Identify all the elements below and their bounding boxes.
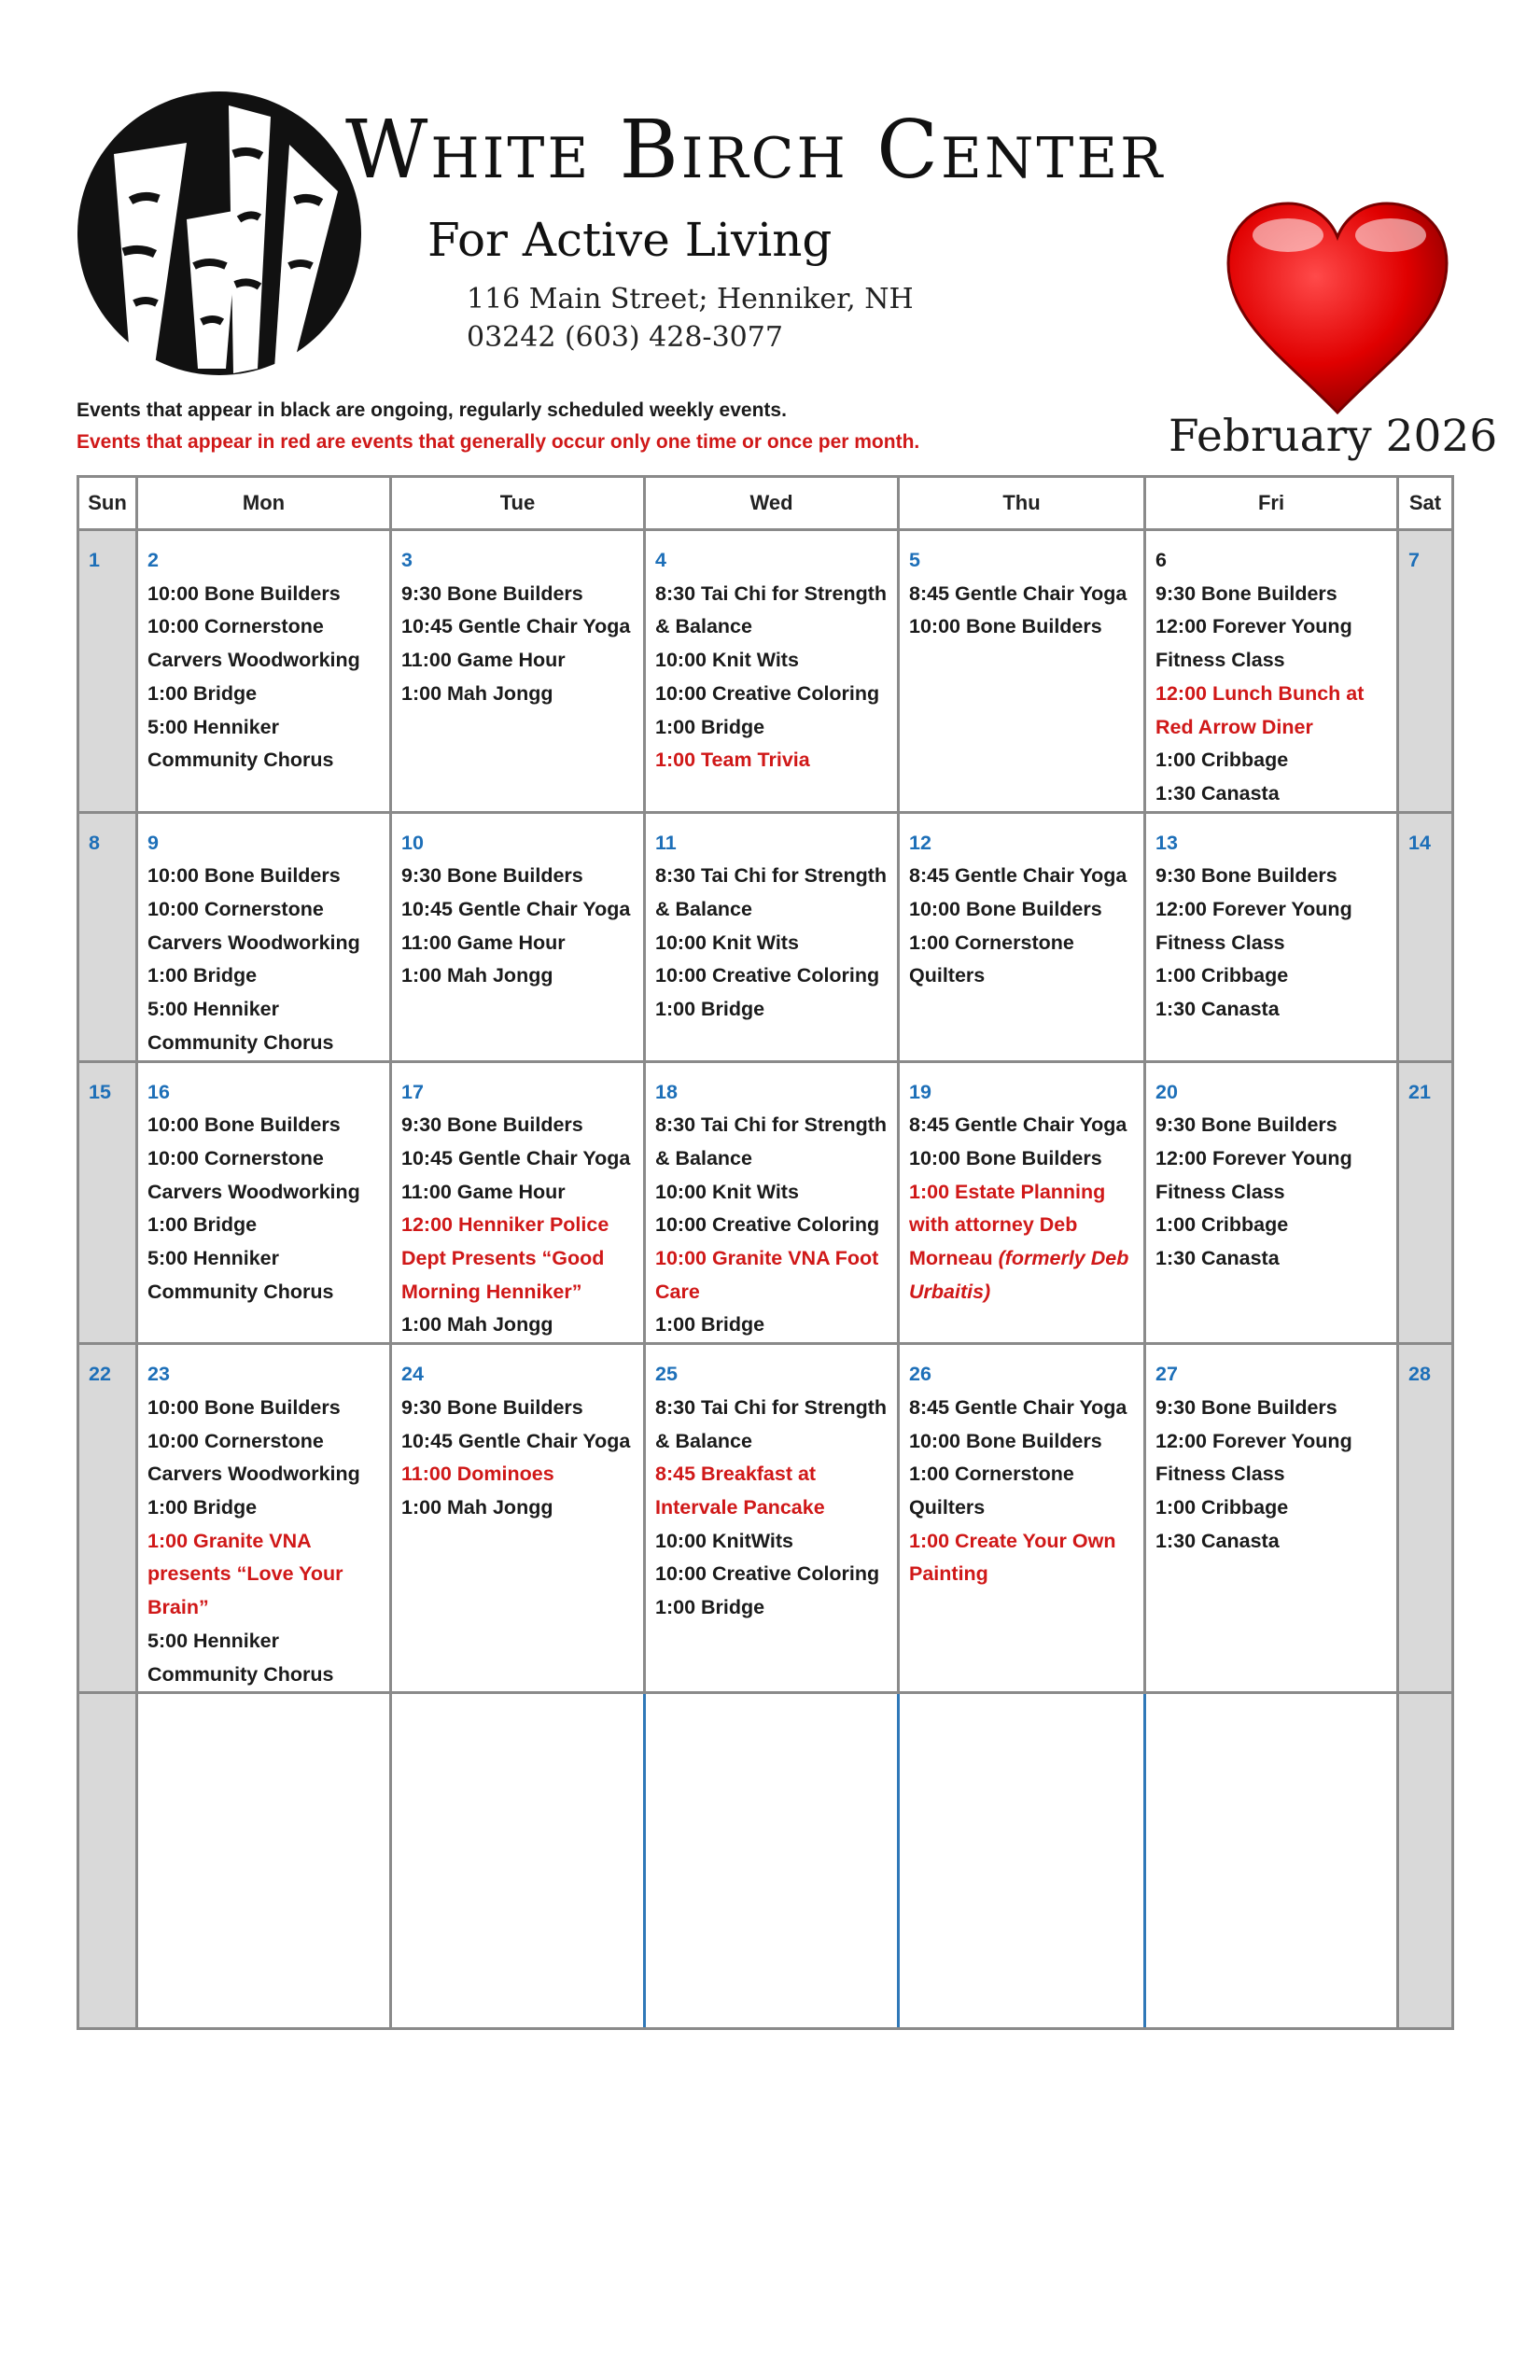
weekly-event (909, 893, 1136, 927)
weekly-event (147, 1242, 382, 1309)
event-text: 10:00 Granite VNA Foot Care (655, 1247, 879, 1303)
day-number: 5 (909, 549, 920, 571)
weekly-event (147, 610, 382, 677)
weekly-event (1155, 578, 1389, 611)
event-text: 10:00 Creative Coloring (655, 1562, 880, 1586)
empty-day-cell (78, 1693, 137, 2029)
weekly-event (147, 1625, 382, 1691)
day-cell[interactable] (137, 1344, 391, 1693)
empty-day-cell (645, 1693, 899, 2029)
event-text: 11:00 Game Hour (401, 1180, 566, 1203)
day-cell[interactable] (1398, 1344, 1453, 1693)
weekly-event (655, 993, 889, 1027)
event-text: 5:00 Henniker Community Chorus (147, 1629, 334, 1686)
event-text: 1:30 Canasta (1155, 1529, 1280, 1552)
event-text: 1:00 Mah Jongg (401, 1313, 553, 1337)
weekly-event (147, 578, 382, 611)
legend-black-note: Events that appear in black are ongoing, regularly scheduled weekly events. (77, 399, 787, 421)
weekday-header-row (78, 477, 1453, 530)
week-row (78, 1344, 1453, 1693)
day-cell[interactable] (391, 530, 645, 813)
special-event (655, 744, 889, 777)
day-number: 14 (1408, 831, 1431, 854)
day-cell[interactable] (137, 530, 391, 813)
weekday-thu: Thu (899, 477, 1145, 530)
week-row (78, 812, 1453, 1061)
weekly-event (401, 1309, 636, 1342)
weekly-event (401, 1491, 636, 1525)
day-number: 25 (655, 1363, 678, 1386)
event-text: 9:30 Bone Builders (1155, 1113, 1337, 1137)
event-text: 10:00 Creative Coloring (655, 1213, 880, 1237)
white-birch-logo (75, 89, 364, 378)
event-text: 8:30 Tai Chi for Strength & Balance (655, 581, 888, 638)
day-number: 26 (909, 1363, 931, 1386)
weekly-event (147, 1142, 382, 1209)
weekly-event (1155, 777, 1389, 811)
day-number: 11 (655, 831, 677, 854)
event-text: 10:00 Cornerstone Carvers Woodworking (147, 898, 360, 954)
day-number: 20 (1155, 1080, 1178, 1103)
day-cell[interactable] (391, 1061, 645, 1344)
day-number: 22 (89, 1363, 111, 1386)
weekly-event (147, 711, 382, 777)
special-event (909, 1525, 1136, 1591)
event-text: 1:00 Bridge (147, 681, 258, 705)
weekly-event (909, 927, 1136, 993)
event-text: 1:00 Bridge (147, 964, 258, 987)
event-text: 1:00 Cribbage (1155, 1495, 1289, 1519)
weekly-event (401, 678, 636, 711)
event-text: 10:00 Bone Builders (909, 898, 1102, 921)
weekly-event (1155, 959, 1389, 993)
weekly-event (1155, 1425, 1389, 1491)
day-cell[interactable] (78, 812, 137, 1061)
event-text: 1:00 Cribbage (1155, 1213, 1289, 1237)
event-text: 1:30 Canasta (1155, 998, 1280, 1021)
event-text: 12:00 Lunch Bunch at Red Arrow Diner (1155, 681, 1365, 738)
event-text: 9:30 Bone Builders (401, 1395, 583, 1419)
event-text: 8:45 Breakfast at Intervale Pancake (655, 1463, 825, 1519)
day-cell[interactable] (1145, 1344, 1398, 1693)
event-text: 1:00 Create Your Own Painting (909, 1529, 1116, 1586)
event-text: 8:45 Gentle Chair Yoga (909, 1113, 1127, 1137)
event-text: 1:00 Team Trivia (655, 749, 810, 772)
day-cell[interactable] (899, 812, 1145, 1061)
day-cell[interactable] (137, 812, 391, 1061)
weekly-event (401, 644, 636, 678)
event-text: 8:30 Tai Chi for Strength & Balance (655, 864, 888, 921)
event-text: 12:00 Henniker Police Dept Presents “Good Morning Henniker” (401, 1213, 609, 1303)
weekly-event (1155, 744, 1389, 777)
weekly-event (147, 860, 382, 893)
event-text: 10:45 Gentle Chair Yoga (401, 898, 631, 921)
weekly-event (1155, 1525, 1389, 1559)
empty-day-cell (137, 1693, 391, 2029)
weekly-event (655, 644, 889, 678)
center-address (467, 280, 914, 357)
event-text: 10:00 Creative Coloring (655, 964, 880, 987)
event-text: 10:00 Knit Wits (655, 931, 799, 954)
event-text: 10:00 Bone Builders (147, 864, 341, 888)
day-number: 24 (401, 1363, 424, 1386)
day-number: 23 (147, 1363, 170, 1386)
day-number: 1 (89, 549, 100, 571)
event-text: 5:00 Henniker Community Chorus (147, 1247, 334, 1303)
day-number: 13 (1155, 831, 1178, 854)
day-number: 17 (401, 1080, 424, 1103)
day-number: 16 (147, 1080, 170, 1103)
day-number: 2 (147, 549, 159, 571)
event-text: 1:00 Bridge (147, 1213, 258, 1237)
special-event (655, 1242, 889, 1309)
day-cell[interactable] (391, 812, 645, 1061)
week-row-empty (78, 1693, 1453, 2029)
event-text: 8:30 Tai Chi for Strength & Balance (655, 1395, 888, 1452)
day-cell[interactable] (645, 1344, 899, 1693)
address-line-1: 116 Main Street; Henniker, NH (467, 283, 914, 315)
weekly-event (147, 993, 382, 1059)
weekly-event (909, 1392, 1136, 1425)
event-text: 11:00 Game Hour (401, 649, 566, 672)
event-text: 1:00 Bridge (147, 1495, 258, 1519)
weekly-event (1155, 1392, 1389, 1425)
weekly-event (909, 1458, 1136, 1524)
weekly-event (1155, 1142, 1389, 1209)
weekly-event (1155, 860, 1389, 893)
event-text: 1:00 Bridge (655, 1596, 765, 1619)
event-text: 10:00 Bone Builders (909, 615, 1102, 638)
day-cell[interactable] (899, 530, 1145, 813)
day-number: 18 (655, 1080, 678, 1103)
special-event (147, 1525, 382, 1625)
day-cell[interactable] (1145, 812, 1398, 1061)
event-text: 1:00 Cribbage (1155, 964, 1289, 987)
event-text: 8:45 Gentle Chair Yoga (909, 864, 1127, 888)
weekly-event (147, 1425, 382, 1491)
weekday-wed: Wed (645, 477, 899, 530)
event-text: 1:30 Canasta (1155, 781, 1280, 805)
event-text: 1:00 Cribbage (1155, 749, 1289, 772)
event-text: 11:00 Game Hour (401, 931, 566, 954)
day-cell[interactable] (899, 1344, 1145, 1693)
special-event (655, 1458, 889, 1524)
special-event (401, 1209, 636, 1309)
weekly-event (1155, 993, 1389, 1027)
day-cell[interactable] (899, 1061, 1145, 1344)
week-row (78, 1061, 1453, 1344)
weekly-event (655, 927, 889, 960)
weekday-sun: Sun (78, 477, 137, 530)
day-number: 9 (147, 831, 159, 854)
day-number: 15 (89, 1080, 111, 1103)
event-text: 9:30 Bone Builders (1155, 864, 1337, 888)
event-text: 1:30 Canasta (1155, 1247, 1280, 1270)
day-number: 21 (1408, 1080, 1431, 1103)
weekly-event (401, 1425, 636, 1459)
legend-red-note: Events that appear in red are events that generally occur only one time or once per month. (77, 431, 920, 453)
event-text: 10:00 Bone Builders (147, 1113, 341, 1137)
event-text: 1:00 Mah Jongg (401, 964, 553, 987)
day-number: 28 (1408, 1363, 1431, 1386)
address-line-2: 03242 (603) 428-3077 (467, 321, 783, 354)
weekly-event (655, 1392, 889, 1458)
event-text: 1:00 Mah Jongg (401, 681, 553, 705)
weekly-event (909, 1109, 1136, 1142)
weekly-event (909, 860, 1136, 893)
weekday-sat: Sat (1398, 477, 1453, 530)
event-text: 9:30 Bone Builders (401, 864, 583, 888)
event-text: 12:00 Forever Young Fitness Class (1155, 615, 1352, 672)
day-cell[interactable] (645, 1061, 899, 1344)
day-cell[interactable] (1398, 530, 1453, 813)
day-number: 4 (655, 549, 666, 571)
weekly-event (147, 1491, 382, 1525)
day-cell[interactable] (1398, 1061, 1453, 1344)
calendar-grid (77, 475, 1454, 2030)
weekly-event (1155, 1242, 1389, 1276)
event-text: 10:00 Cornerstone Carvers Woodworking (147, 1429, 360, 1486)
event-text: 10:00 Knit Wits (655, 649, 799, 672)
day-cell[interactable] (78, 1061, 137, 1344)
event-text: 1:00 Mah Jongg (401, 1495, 553, 1519)
weekly-event (1155, 1491, 1389, 1525)
event-text: 1:00 Cornerstone Quilters (909, 931, 1074, 987)
event-text: 9:30 Bone Builders (401, 1113, 583, 1137)
event-text: 5:00 Henniker Community Chorus (147, 715, 334, 772)
day-number: 7 (1408, 549, 1420, 571)
week-row (78, 530, 1453, 813)
event-text: 10:45 Gentle Chair Yoga (401, 1146, 631, 1169)
weekly-event (1155, 893, 1389, 959)
special-event (909, 1176, 1136, 1309)
weekly-event (655, 1176, 889, 1210)
day-number: 6 (1155, 549, 1167, 571)
weekly-event (655, 1525, 889, 1559)
event-text: 1:00 Bridge (655, 715, 765, 738)
weekly-event (401, 578, 636, 611)
weekly-event (655, 860, 889, 926)
weekly-event (909, 1142, 1136, 1176)
weekday-fri: Fri (1145, 477, 1398, 530)
day-cell[interactable] (645, 530, 899, 813)
weekly-event (655, 1591, 889, 1625)
weekly-event (655, 711, 889, 745)
weekly-event (655, 578, 889, 644)
event-text: 1:00 Cornerstone Quilters (909, 1463, 1074, 1519)
event-text: 10:45 Gentle Chair Yoga (401, 1429, 631, 1452)
event-text: 9:30 Bone Builders (1155, 581, 1337, 605)
special-event (1155, 678, 1389, 744)
weekly-event (909, 578, 1136, 611)
day-cell[interactable] (137, 1061, 391, 1344)
weekly-event (401, 927, 636, 960)
center-subtitle: For Active Living (427, 213, 833, 267)
event-text: 12:00 Forever Young Fitness Class (1155, 898, 1352, 954)
weekly-event (147, 959, 382, 993)
day-number: 12 (909, 831, 931, 854)
empty-day-cell (1398, 1693, 1453, 2029)
day-cell[interactable] (1398, 812, 1453, 1061)
event-text: 11:00 Dominoes (401, 1463, 554, 1486)
day-cell[interactable] (645, 812, 899, 1061)
event-text: 12:00 Forever Young Fitness Class (1155, 1146, 1352, 1203)
weekly-event (401, 1392, 636, 1425)
event-text: 1:00 Bridge (655, 998, 765, 1021)
event-text: 10:00 Bone Builders (909, 1429, 1102, 1452)
event-text: 8:45 Gentle Chair Yoga (909, 1395, 1127, 1419)
weekly-event (147, 1209, 382, 1242)
event-text: 9:30 Bone Builders (401, 581, 583, 605)
event-text: 10:00 Creative Coloring (655, 681, 880, 705)
day-number: 10 (401, 831, 424, 854)
day-number: 3 (401, 549, 413, 571)
weekly-event (909, 610, 1136, 644)
weekly-event (909, 1425, 1136, 1459)
empty-day-cell (391, 1693, 645, 2029)
weekly-event (655, 959, 889, 993)
day-cell[interactable] (1145, 530, 1398, 813)
event-note: (formerly Deb Urbaitis) (909, 1247, 1129, 1303)
event-text: 1:00 Estate Planning with attorney Deb Morneau (909, 1180, 1106, 1270)
weekly-event (401, 1109, 636, 1142)
event-text: 12:00 Forever Young Fitness Class (1155, 1429, 1352, 1486)
empty-day-cell (899, 1693, 1145, 2029)
event-text: 5:00 Henniker Community Chorus (147, 998, 334, 1054)
weekly-event (401, 1176, 636, 1210)
weekday-mon: Mon (137, 477, 391, 530)
event-text: 1:00 Bridge (655, 1313, 765, 1337)
special-event (401, 1458, 636, 1491)
event-text: 10:00 Bone Builders (909, 1146, 1102, 1169)
weekly-event (401, 1142, 636, 1176)
weekly-event (401, 959, 636, 993)
weekly-event (147, 1109, 382, 1142)
day-number: 19 (909, 1080, 931, 1103)
event-text: 8:30 Tai Chi for Strength & Balance (655, 1113, 888, 1169)
weekly-event (655, 1109, 889, 1175)
weekly-event (147, 1392, 382, 1425)
event-text: 10:00 Knit Wits (655, 1180, 799, 1203)
day-cell[interactable] (1145, 1061, 1398, 1344)
event-text: 10:45 Gentle Chair Yoga (401, 615, 631, 638)
weekly-event (655, 1209, 889, 1242)
weekday-tue: Tue (391, 477, 645, 530)
event-text: 10:00 Bone Builders (147, 581, 341, 605)
event-text: 10:00 KnitWits (655, 1529, 793, 1552)
day-number: 8 (89, 831, 100, 854)
weekly-event (1155, 610, 1389, 677)
weekly-event (401, 860, 636, 893)
red-heart-icon (1221, 196, 1454, 420)
weekly-event (655, 678, 889, 711)
weekly-event (1155, 1109, 1389, 1142)
event-text: 8:45 Gentle Chair Yoga (909, 581, 1127, 605)
day-cell[interactable] (78, 1344, 137, 1693)
weekly-event (655, 1309, 889, 1342)
empty-day-cell (1145, 1693, 1398, 2029)
event-text: 10:00 Cornerstone Carvers Woodworking (147, 615, 360, 672)
day-number: 27 (1155, 1363, 1178, 1386)
day-cell[interactable] (78, 530, 137, 813)
center-title: White Birch Center (345, 104, 1166, 197)
weekly-event (401, 610, 636, 644)
event-text: 10:00 Cornerstone Carvers Woodworking (147, 1146, 360, 1203)
event-text: 1:00 Granite VNA presents “Love Your Brain” (147, 1529, 343, 1619)
event-text: 9:30 Bone Builders (1155, 1395, 1337, 1419)
weekly-event (147, 893, 382, 959)
weekly-event (655, 1558, 889, 1591)
month-title: February 2026 (1169, 411, 1498, 462)
day-cell[interactable] (391, 1344, 645, 1693)
weekly-event (401, 893, 636, 927)
event-text: 10:00 Bone Builders (147, 1395, 341, 1419)
weekly-event (147, 678, 382, 711)
weekly-event (1155, 1209, 1389, 1242)
